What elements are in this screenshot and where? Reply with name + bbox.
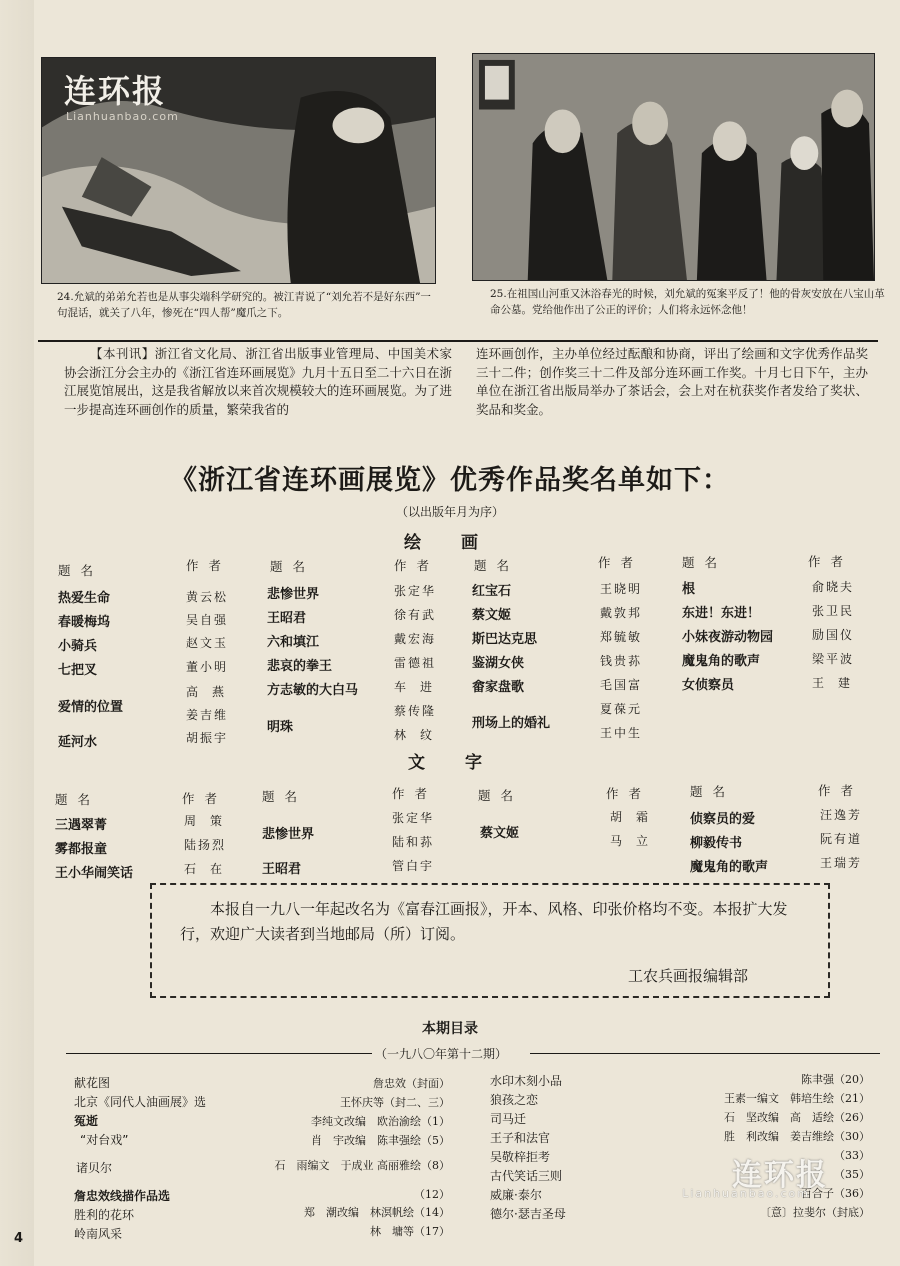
painting-title: 悲哀的拳王: [267, 659, 333, 674]
toc-item-title: 献花图: [74, 1076, 111, 1090]
text-col-title-4: 题名: [690, 784, 736, 799]
text-col-author-1: 作者: [182, 791, 228, 806]
painting-author: 王中生: [600, 726, 643, 740]
painting-title: 蔡文姬: [472, 608, 512, 623]
painting-col-title-3: 题名: [474, 558, 520, 573]
toc-item-credit: 百合子（36）: [801, 1187, 870, 1200]
page-number: 4: [14, 1231, 24, 1246]
text-col-title-2: 题名: [262, 789, 308, 804]
section-divider: [38, 340, 878, 342]
painting-title: 女侦察员: [682, 678, 735, 693]
painting-title: 鉴湖女侠: [472, 656, 525, 671]
toc-item-credit: 郑 潮改编 林溟帆绘（14）: [304, 1206, 450, 1219]
painting-author: 林纹: [394, 728, 447, 742]
painting-author: 姜吉维: [186, 708, 229, 722]
painting-col-author-4: 作者: [808, 554, 854, 569]
painting-author: 王建: [812, 676, 865, 690]
toc-item-credit: 陈聿强（20）: [801, 1073, 870, 1086]
painting-col-author-2: 作者: [394, 558, 440, 573]
painting-col-author-1: 作者: [186, 558, 232, 573]
watermark-logo-text: 连环报: [64, 72, 167, 110]
toc-issue: （一九八〇年第十二期）: [375, 1047, 508, 1061]
painting-title: 斯巴达克思: [472, 632, 538, 647]
painting-author: 梁平波: [812, 652, 855, 666]
toc-item-title: 司马迁: [490, 1112, 527, 1126]
painting-author: 俞晓夫: [812, 580, 855, 594]
toc-item-credit: 王素一编文 韩培生绘（21）: [724, 1092, 870, 1105]
painting-author: 徐有武: [394, 608, 437, 622]
toc-item-title: 岭南风采: [74, 1227, 123, 1241]
toc-item-title: 威廉·泰尔: [490, 1188, 542, 1202]
painting-author: 雷德祖: [394, 656, 437, 670]
painting-author: 王晓明: [600, 582, 643, 596]
painting-author: 钱贵荪: [600, 654, 643, 668]
toc-item-title: “对台戏”: [80, 1133, 129, 1147]
toc-item-title: 詹忠效线描作品选: [74, 1189, 171, 1203]
toc-item-title: 诸贝尔: [76, 1161, 113, 1175]
toc-item-credit: 石 雨编文 于成业 高丽雅绘（8）: [274, 1159, 450, 1172]
text-col-title-1: 题名: [55, 792, 101, 807]
painting-title: 方志敏的大白马: [267, 683, 359, 698]
illustration-24: [41, 57, 436, 284]
painting-author: 张定华: [394, 584, 437, 598]
toc-item-credit: （12）: [414, 1188, 450, 1201]
text-author: 王瑞芳: [820, 856, 863, 870]
toc-item-credit: （35）: [834, 1168, 870, 1181]
painting-title: 王昭君: [267, 611, 307, 626]
painting-title: 根: [682, 582, 696, 597]
painting-author: 毛国富: [600, 678, 643, 692]
text-title: 蔡文姬: [480, 826, 520, 841]
text-author: 陆和荪: [392, 835, 435, 849]
text-author: 陆扬烈: [184, 838, 227, 852]
painting-author: 胡振宇: [186, 731, 229, 745]
rename-notice-signature: 工农兵画报编辑部: [627, 967, 748, 985]
text-title: 魔鬼角的歌声: [690, 860, 769, 875]
painting-title: 小骑兵: [58, 639, 98, 654]
illustration-25: [472, 53, 875, 281]
text-title: 侦察员的爱: [690, 812, 756, 827]
painting-author: 高燕: [186, 685, 239, 699]
painting-title: 热爱生命: [58, 591, 111, 606]
toc-item-title: 冤逝: [74, 1114, 99, 1128]
text-col-author-4: 作者: [818, 783, 864, 798]
text-col-author-2: 作者: [392, 786, 438, 801]
text-author: 管白宇: [392, 859, 435, 873]
toc-item-credit: （33）: [834, 1149, 870, 1162]
text-author: 张定华: [392, 811, 435, 825]
text-col-author-3: 作者: [606, 786, 652, 801]
painting-author: 吴自强: [186, 613, 229, 627]
text-title: 三遇翠菁: [55, 818, 108, 833]
text-author: 汪逸芳: [820, 808, 863, 822]
text-author: 胡霜: [610, 810, 663, 824]
painting-title: 延河水: [58, 735, 98, 750]
toc-item-credit: 石 坚改编 高 适绘（26）: [724, 1111, 870, 1124]
text-author: 马立: [610, 834, 663, 848]
painting-col-title-2: 题名: [270, 559, 316, 574]
page-edge: [0, 0, 34, 1266]
toc-rule-right: [530, 1053, 880, 1054]
painting-title: 明珠: [267, 720, 294, 735]
award-order-note: （以出版年月为序）: [395, 505, 504, 519]
toc-item-credit: 〔意〕拉斐尔（封底）: [760, 1206, 870, 1219]
painting-author: 戴敦邦: [600, 606, 643, 620]
painting-col-author-3: 作者: [598, 555, 644, 570]
caption-24: 24.允斌的弟弟允若也是从事尖端科学研究的。被江青说了“刘允若不是好东西”一句混话，就关了八年，惨死在“四人帮”魔爪之下。: [57, 291, 431, 319]
illustration-25-art: [473, 54, 874, 280]
rename-notice-box: [150, 883, 830, 998]
painting-title: 七把叉: [58, 663, 98, 678]
painting-author: 董小明: [186, 660, 229, 674]
toc-item-credit: 詹忠效（封面）: [373, 1077, 450, 1090]
caption-25: 25.在祖国山河重又沐浴春光的时候，刘允斌的冤案平反了！他的骨灰安放在八宝山革命公墓。党给他作出了公正的评价；人们将永远怀念他！: [490, 288, 885, 316]
painting-author: 戴宏海: [394, 632, 437, 646]
rename-notice-text: 本报自一九八一年起改名为《富春江画报》，开本、风格、印张价格均不变。本报扩大发行，欢迎广大读者到当地邮局（所）订阅。: [180, 900, 788, 943]
painting-col-title-1: 题名: [58, 563, 104, 578]
painting-title: 小妹夜游动物园: [682, 630, 774, 645]
text-author: 阮有道: [820, 832, 863, 846]
news-report-left: 【本刊讯】浙江省文化局、浙江省出版事业管理局、中国美术家协会浙江分会主办的《浙江省连环画展览》九月十五日至二十六日在浙江展览馆展出，这是我省解放以来首次规模较大的连环画展览。为了进一步提高连环画创作的质量，繁荣我省的: [64, 346, 452, 417]
text-title: 悲惨世界: [262, 827, 315, 842]
toc-item-title: 胜利的花环: [74, 1208, 135, 1222]
painting-author: 黄云松: [186, 590, 229, 604]
toc-item-title: 吴敬梓拒考: [490, 1150, 551, 1164]
text-title: 王小华闹笑话: [55, 866, 134, 881]
toc-item-credit: 肖 宇改编 陈聿强绘（5）: [311, 1134, 450, 1147]
toc-item-title: 水印木刻小品: [490, 1074, 563, 1088]
painting-title: 悲惨世界: [267, 587, 320, 602]
painting-title: 魔鬼角的歌声: [682, 654, 761, 669]
painting-title: 刑场上的婚礼: [472, 716, 551, 731]
painting-author: 张卫民: [812, 604, 855, 618]
toc-item-title: 德尔·瑟吉圣母: [490, 1207, 566, 1221]
painting-author: 励国仪: [812, 628, 855, 642]
watermark-subtext: Lianhuanbao.com: [66, 110, 179, 123]
toc-item-credit: 李纯文改编 欧治渝绘（1）: [311, 1115, 450, 1128]
toc-item-title: 古代笑话三则: [490, 1169, 563, 1183]
painting-title: 东进！东进！: [682, 606, 761, 621]
painting-title: 春暖梅坞: [58, 615, 111, 630]
toc-item-credit: 王怀庆等（封二、三）: [340, 1096, 450, 1109]
painting-title: 畲家盘歌: [472, 680, 525, 695]
painting-author: 赵文玉: [186, 636, 229, 650]
painting-author: 郑毓敏: [600, 630, 643, 644]
toc-item-credit: 胜 利改编 姜吉维绘（30）: [724, 1130, 870, 1143]
text-col-title-3: 题名: [478, 788, 524, 803]
painting-title: 六和填江: [267, 635, 320, 650]
painting-author: 夏葆元: [600, 702, 643, 716]
toc-item-credit: 林 墉等（17）: [370, 1225, 450, 1238]
text-title: 王昭君: [262, 862, 302, 877]
toc-item-title: 北京《同代人油画展》选: [74, 1095, 207, 1109]
painting-author: 车进: [394, 680, 447, 694]
award-list-heading: 《浙江省连环画展览》优秀作品奖名单如下：: [170, 465, 730, 496]
text-title: 柳毅传书: [690, 836, 743, 851]
painting-col-title-4: 题名: [682, 555, 728, 570]
text-section-label: 文字: [408, 753, 522, 773]
painting-title: 爱情的位置: [58, 700, 124, 715]
text-author: 石在: [184, 862, 237, 876]
painting-section-label: 绘画: [404, 533, 518, 553]
watermark-logo-bottom: 连环报: [732, 1158, 828, 1193]
toc-heading: 本期目录: [422, 1021, 478, 1037]
text-author: 周策: [184, 814, 237, 828]
toc-item-title: 狼孩之恋: [490, 1093, 539, 1107]
news-report-right: 连环画创作，主办单位经过酝酿和协商，评出了绘画和文字优秀作品奖三十二件；创作奖三十二件及部分连环画工作奖。十月七日下午，主办单位在浙江省出版局举办了茶话会，会上对在杭获奖作者发给了奖状、奖品和奖金。: [476, 346, 868, 417]
toc-rule-left: [66, 1053, 372, 1054]
painting-title: 红宝石: [472, 584, 512, 599]
painting-author: 蔡传隆: [394, 704, 437, 718]
text-title: 雾都报童: [55, 842, 108, 857]
toc-item-title: 王子和法官: [490, 1131, 551, 1145]
watermark-subtext-bottom: Lianhuanbao.com: [682, 1187, 810, 1200]
